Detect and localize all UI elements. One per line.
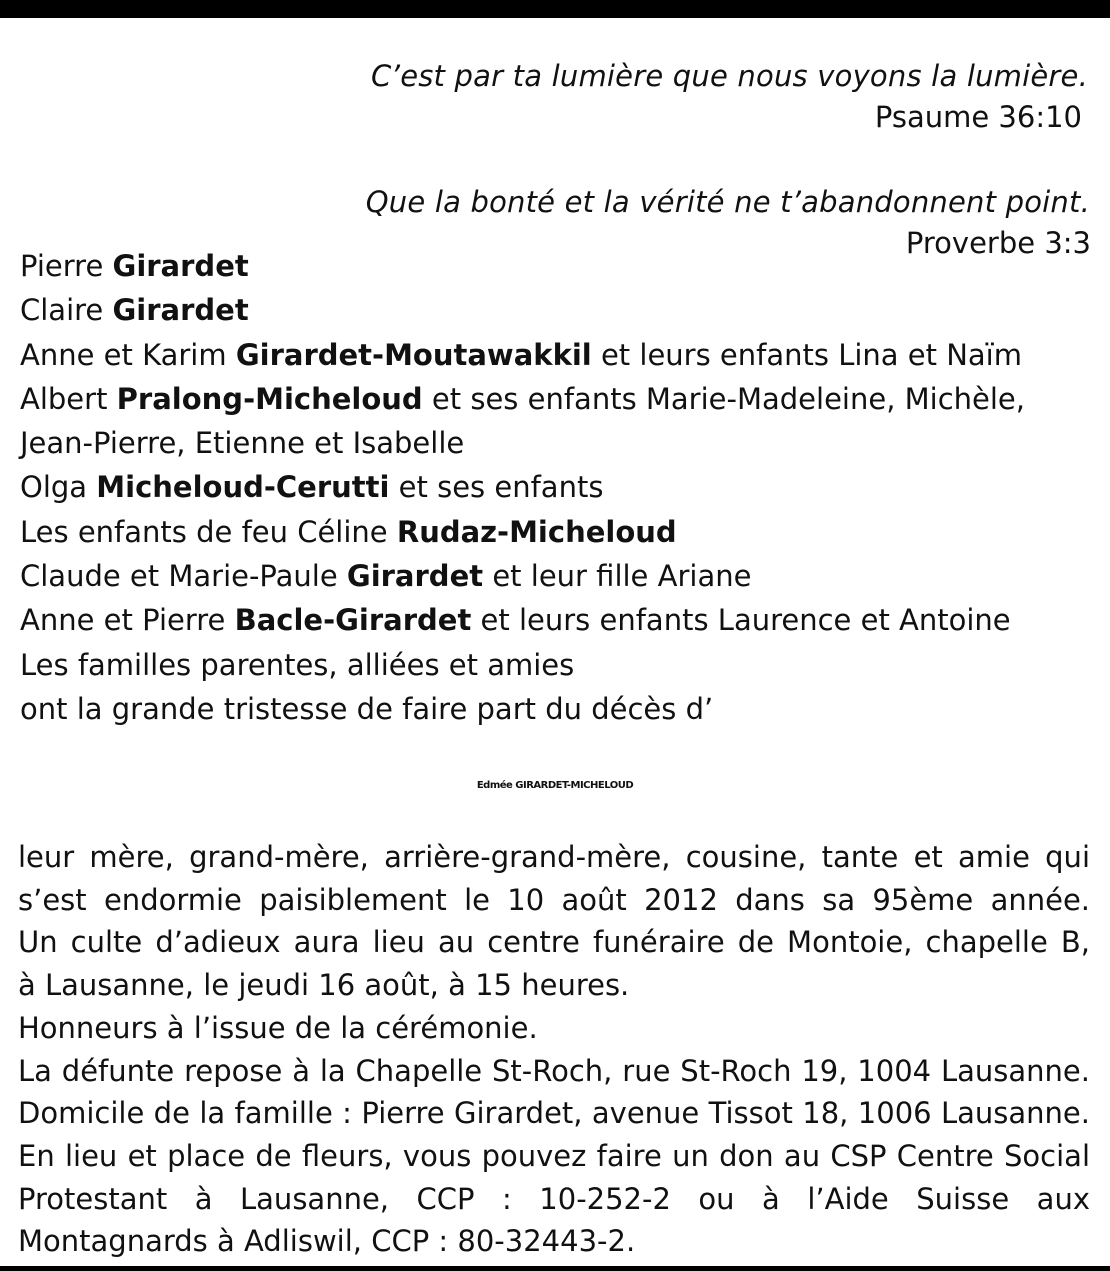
deceased-name: Edmée GIRARDET-MICHELOUD <box>476 780 634 791</box>
notice-line: Honneurs à l’issue de la cérémonie. <box>18 1010 538 1045</box>
family-line: Anne et Karim Girardet-Moutawakkil et leurs enfants Lina et Naïm <box>20 337 1022 372</box>
quote-psalm-text: C’est par ta lumière que nous voyons la lumière. <box>370 59 1088 93</box>
notice-line: En lieu et place de fleurs, vous pouvez faire un don au CSP Centre Social <box>18 1138 1090 1173</box>
notice-line: Domicile de la famille : Pierre Girardet, avenue Tissot 18, 1006 Lausanne. <box>18 1096 1090 1131</box>
family-line: Claude et Marie-Paule Girardet et leur fille Ariane <box>20 559 752 594</box>
family-list <box>20 244 1090 731</box>
notice-body <box>18 836 1090 1263</box>
family-line: ont la grande tristesse de faire part du décès d’ <box>20 691 714 726</box>
notice-line: La défunte repose à la Chapelle St-Roch, rue St-Roch 19, 1004 Lausanne. <box>18 1053 1090 1088</box>
notice-line: s’est endormie paisiblement le 10 août 2012 dans sa 95ème année. <box>18 882 1090 917</box>
quote-proverb-text: Que la bonté et la vérité ne t’abandonnent point. <box>365 185 1090 219</box>
family-line: Pierre Girardet <box>20 249 249 283</box>
quote-psalm-reference: Psaume 36:10 <box>874 100 1082 134</box>
notice-line: Protestant à Lausanne, CCP : 10-252-2 ou à l’Aide Suisse aux <box>18 1181 1090 1216</box>
notice-line: Un culte d’adieux aura lieu au centre funéraire de Montoie, chapelle B, <box>18 925 1090 960</box>
family-line: Albert Pralong-Micheloud et ses enfants Marie-Madeleine, Michèle, <box>20 381 1025 416</box>
family-line: Les enfants de feu Céline Rudaz-Micheloud <box>20 514 677 549</box>
bottom-border-rule <box>0 1266 1110 1271</box>
top-border-rule <box>0 0 1110 18</box>
notice-line: à Lausanne, le jeudi 16 août, à 15 heures. <box>18 968 630 1003</box>
quote-proverb-reference: Proverbe 3:3 <box>905 226 1091 260</box>
family-line: Les familles parentes, alliées et amies <box>20 647 575 682</box>
notice-line: leur mère, grand-mère, arrière-grand-mère, cousine, tante et amie qui <box>18 840 1090 874</box>
family-line: Olga Micheloud-Cerutti et ses enfants <box>20 470 604 505</box>
family-line: Claire Girardet <box>20 293 249 328</box>
family-line: Jean-Pierre, Etienne et Isabelle <box>20 426 465 461</box>
notice-line: Montagnards à Adliswil, CCP : 80-32443-2. <box>18 1224 636 1259</box>
family-line: Anne et Pierre Bacle-Girardet et leurs enfants Laurence et Antoine <box>20 603 1011 638</box>
